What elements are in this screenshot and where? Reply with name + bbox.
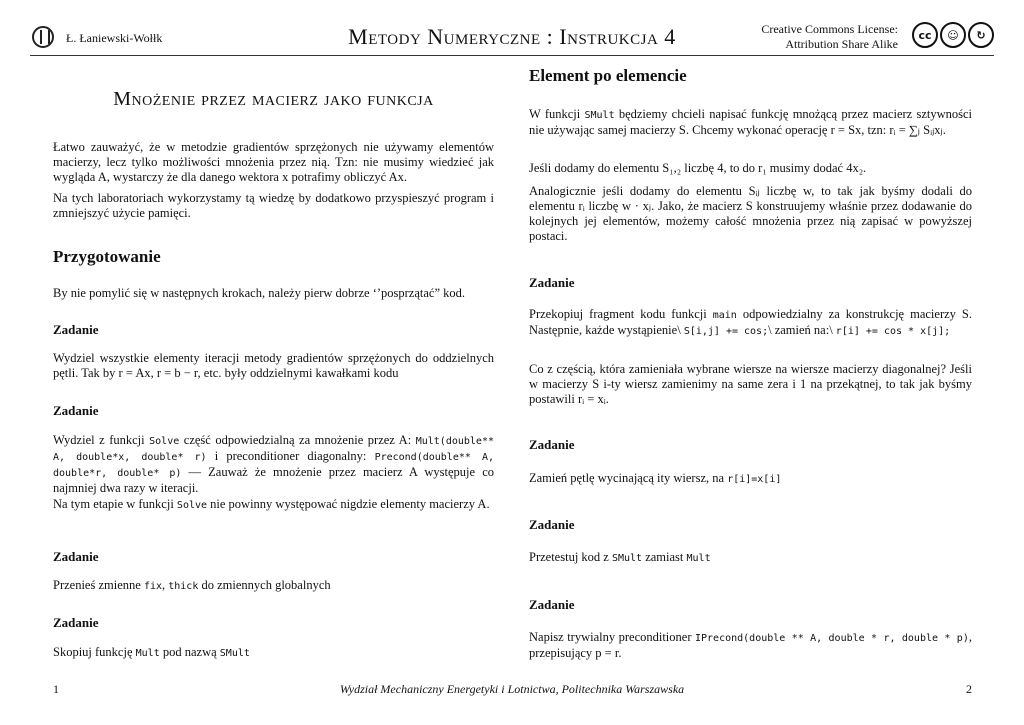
page-header	[30, 14, 994, 56]
right-task-4-heading: Zadanie	[529, 597, 575, 612]
page-number-right: 2	[966, 682, 972, 696]
intro-paragraph-1: Łatwo zauważyć, że w metodzie gradientów sprzężonych nie używamy elementów macierzy, lecz tylko możliwości mnożenia przez nią. Tzn: nie musimy wiedzieć jak wygląda A, wystarczy że dla danego wektora x potrafimy obliczyć Ax.	[53, 140, 494, 184]
license-line-2: Attribution Share Alike	[785, 37, 898, 51]
code-precond-signature: Precond(double** A, double*r, double* p)	[53, 452, 494, 479]
code-mult-signature: Mult(double** A, double*x, double* r)	[53, 436, 494, 463]
sa-icon: ↻	[968, 22, 994, 48]
right-task-4-text: Napisz trywialny preconditioner IPrecond(double ** A, double * r, double * p), przepisujący p = r.	[529, 630, 972, 660]
section-element-heading: Element po elemencie	[529, 66, 687, 85]
task-2-heading: Zadanie	[53, 403, 99, 418]
main-title: Mnożenie przez macierz jako funkcja	[113, 88, 434, 110]
task-2-text: Wydziel z funkcji Solve część odpowiedzialną za mnożenie przez A: Mult(double** A, double*x, double* r) i preconditioner diagonalny: Precond(double** A, double*r, double* p) — Zauważ że mnożenie przez macierz A występuje co najmniej dwa razy w iteracji.	[53, 433, 494, 495]
footer-institution: Wydział Mechaniczny Energetyki i Lotnictwa, Politechnika Warszawska	[339, 682, 685, 696]
license-text	[761, 22, 898, 52]
task-2-note: Na tym etapie w funkcji Solve nie powinny występować nigdzie elementy macierzy A.	[53, 497, 490, 511]
task-4-heading: Zadanie	[53, 615, 99, 630]
license-badges	[912, 22, 994, 48]
right-task-3-heading: Zadanie	[529, 517, 575, 532]
element-paragraph-3: Analogicznie jeśli dodamy do elementu Sᵢⱼ liczbę w, to tak jak byśmy dodali do elementu rᵢ liczbę w · xⱼ. Jako, że macierz S konstruujemy właśnie przez dodawanie do kolejnych jej elementów, możemy całość mnożenia przez nią zapisać w powyższej postaci.	[529, 184, 972, 243]
right-task-2-heading: Zadanie	[529, 437, 575, 452]
task-4-text: Skopiuj funkcję Mult pod nazwą SMult	[53, 645, 250, 659]
cc-icon: cc	[912, 22, 938, 48]
task-1-heading: Zadanie	[53, 322, 99, 337]
task-3-heading: Zadanie	[53, 549, 99, 564]
right-task-3-text: Przetestuj kod z SMult zamiast Mult	[529, 550, 711, 564]
right-task-2-text: Zamień pętlę wycinającą i‌ty wiersz, na r[i]=x[i]	[529, 471, 782, 485]
task-1-text: Wydziel wszystkie elementy iteracji metody gradientów sprzężonych do oddzielnych pętli. Tak by r = Ax, r = b − r, etc. były oddzielnymi kawałkami kodu	[53, 351, 494, 380]
document-title: Metody Numeryczne : Instrukcja 4	[348, 24, 676, 49]
section-prep-heading: Przygotowanie	[53, 247, 161, 266]
code-solve: Solve	[149, 436, 180, 447]
right-task-1-note: Co z częścią, która zamieniała wybrane wiersze na wiersze macierzy diagonalnej? Jeśli w macierzy S i-ty wiersz zamienimy na same zera i 1 na przekątnej, to tak jak byśmy postawili rᵢ = xᵢ.	[529, 362, 972, 406]
author-name: Ł. Łaniewski-Wołłk	[66, 31, 163, 45]
task-3-text: Przenieś zmienne fix, thick do zmiennych globalnych	[53, 578, 331, 592]
prep-paragraph: By nie pomylić się w następnych krokach, należy pierw dobrze ‘’posprzątać” kod.	[53, 286, 466, 300]
element-paragraph-1: W funkcji SMult będziemy chcieli napisać funkcję mnożącą przez macierz sztywności nie używając samej macierzy S. Chcemy wykonać operację r = Sx, tzn: rᵢ = ∑ⱼ Sᵢⱼxⱼ.	[529, 107, 973, 137]
by-icon: ☺	[940, 22, 966, 48]
right-task-1-heading: Zadanie	[529, 275, 575, 290]
element-paragraph-2: Jeśli dodamy do elementu S₁,₂ liczbę 4, to do r₁ musimy dodać 4x₂.	[529, 161, 867, 175]
license-line-1: Creative Commons License:	[761, 22, 898, 36]
header-rule	[30, 55, 994, 56]
page-number-left: 1	[53, 682, 59, 696]
right-task-1-text: Przekopiuj fragment kodu funkcji main odpowiedzialny za konstrukcję macierzy S. Następnie, każde wystąpienie\ S[i,j] += cos;\ zamień na:\ r[i] += cos * x[j];	[529, 307, 972, 337]
intro-paragraph-2: Na tych laboratoriach wykorzystamy tą wiedzę by dodatkowo przyspieszyć program i zmniejszyć użycie pamięci.	[53, 191, 494, 220]
